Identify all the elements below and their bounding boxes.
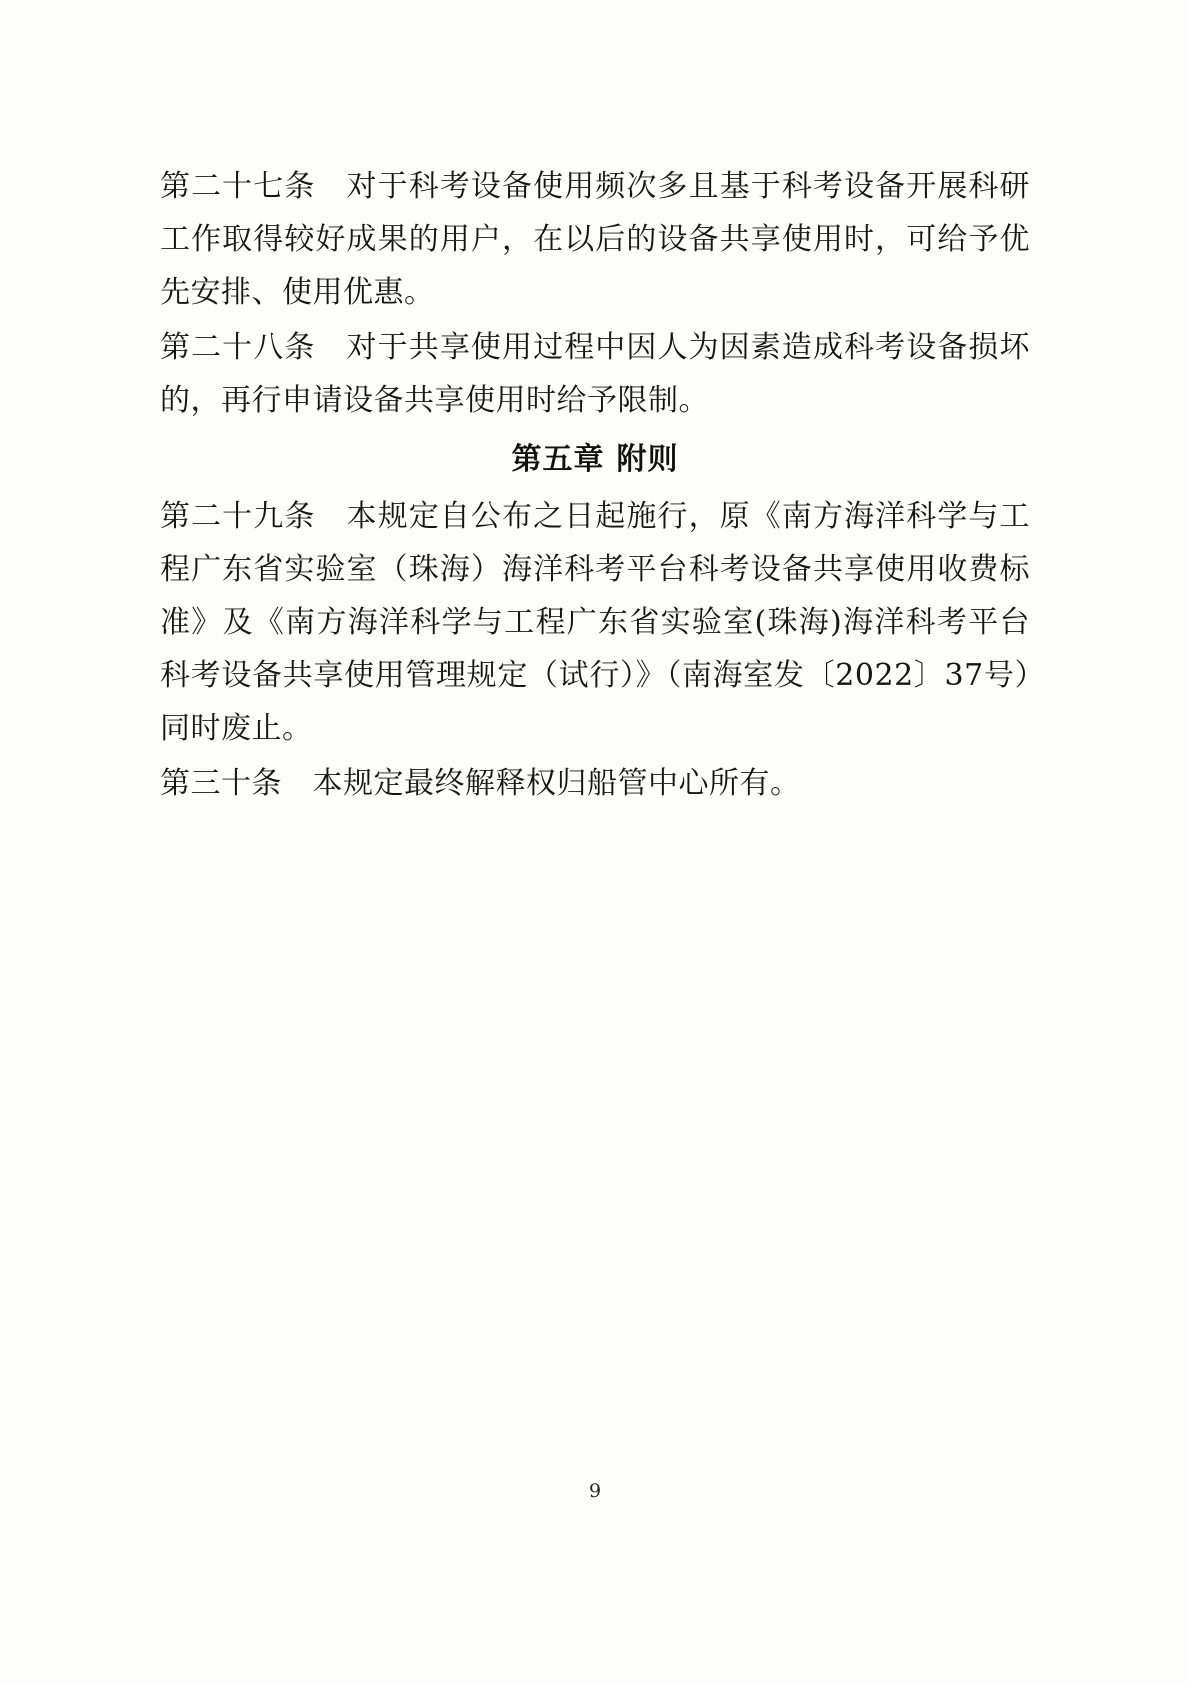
paragraph-article-30: 第三十条 本规定最终解释权归船管中心所有。 — [160, 766, 801, 801]
paragraph-article-28: 第二十八条 对于共享使用过程中因人为因素造成科考设备损坏的，再行申请设备共享使用时给予限制。 — [160, 330, 1030, 418]
paragraph-article-27: 第二十七条 对于科考设备使用频次多且基于科考设备开展科研工作取得较好成果的用户，在以后的设备共享使用时，可给予优先安排、使用优惠。 — [160, 169, 1030, 310]
chapter-heading-title: 附则 — [616, 442, 679, 477]
chapter-heading — [160, 433, 1030, 486]
chapter-heading-number: 第五章 — [511, 442, 605, 477]
page-number: 9 — [588, 1480, 602, 1502]
document-body — [160, 160, 1030, 812]
paragraph-article-29: 第二十九条 本规定自公布之日起施行，原《南方海洋科学与工程广东省实验室（珠海）海洋科考平台科考设备共享使用收费标准》及《南方海洋科学与工程广东省实验室(珠海)海洋科考平台科考设备共享使用管理规定（试行）》（南海室发〔2022〕37号）同时废止。 — [160, 499, 1030, 746]
